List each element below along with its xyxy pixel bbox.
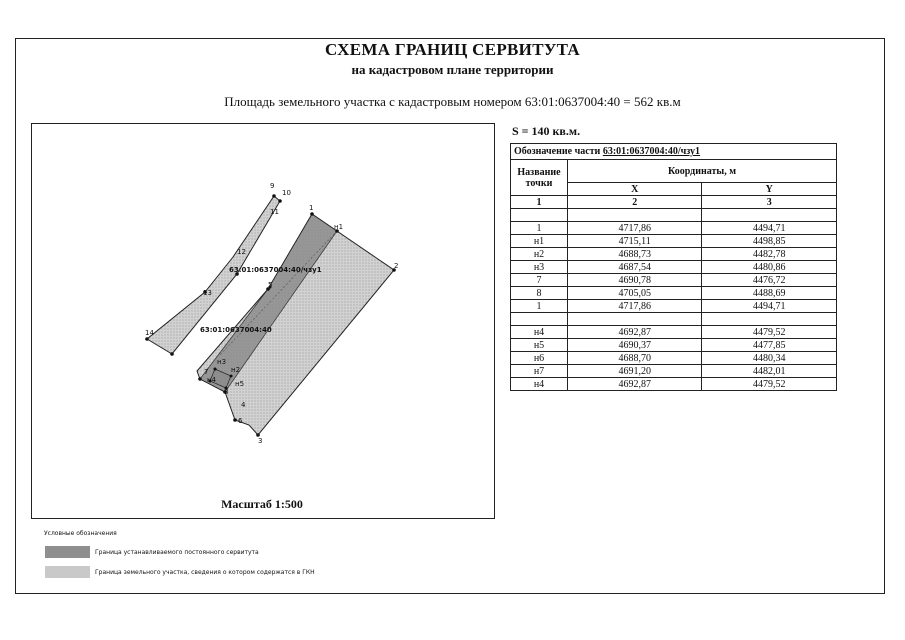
legend-label-servitude: Граница устанавливаемого постоянного сервитута [95,549,259,556]
cell-name: н7 [511,365,568,378]
table-row [511,352,837,365]
cell-x: 4690,78 [568,274,702,287]
header-x: X [568,183,702,196]
cell-y: 4480,34 [702,352,837,365]
cell-name: 1 [511,300,568,313]
label-point-2: 2 [394,262,399,270]
cell-name: н6 [511,352,568,365]
label-point-12: 12 [237,248,246,256]
cell-name: 1 [511,222,568,235]
table-body-contour-1 [511,209,837,313]
table-row [511,274,837,287]
cell-name: н1 [511,235,568,248]
label-point-8: 8 [224,388,229,396]
cell-y: 4498,85 [702,235,837,248]
cell-x: 4692,87 [568,326,702,339]
cell-x: 4705,05 [568,287,702,300]
label-point-5: 5 [268,281,273,289]
label-point-n3: н3 [217,358,227,366]
table-row [511,339,837,352]
page-title: СХЕМА ГРАНИЦ СЕРВИТУТА [325,40,580,59]
table-row [511,248,837,261]
area-statement: Площадь земельного участка с кадастровым номером 63:01:0637004:40 = 562 кв.м [224,94,681,109]
table-body-contour-2 [511,313,837,391]
label-point-1: 1 [309,204,314,212]
cell-x: 4692,87 [568,378,702,391]
spacer-cell [568,313,702,326]
header-point-name: Название точки [511,160,568,196]
label-point-10: 10 [282,189,291,197]
spacer-cell [702,209,837,222]
cell-x: 4688,73 [568,248,702,261]
table-spacer-row [511,313,837,326]
coordinates-table [510,143,837,391]
servitude-area: S = 140 кв.м. [512,124,581,138]
label-point-9: 9 [270,182,275,190]
table-row [511,287,837,300]
cell-name: н2 [511,248,568,261]
table-row [511,261,837,274]
cell-x: 4717,86 [568,300,702,313]
cell-x: 4717,86 [568,222,702,235]
table-row [511,235,837,248]
label-point-7: 7 [204,368,209,376]
header-y: Y [702,183,837,196]
label-point-3: 3 [258,437,263,445]
designation-prefix: Обозначение части [514,146,601,157]
legend-label-parcel: Граница земельного участка, сведения о котором содержатся в ГКН [95,569,315,576]
table-row [511,300,837,313]
label-point-n4: н4 [207,376,217,384]
label-point-n2: н2 [231,366,241,374]
table-row [511,378,837,391]
cell-x: 4691,20 [568,365,702,378]
cell-name: 7 [511,274,568,287]
page-subtitle: на кадастровом плане территории [351,62,554,77]
header-num-2: 2 [568,196,702,209]
table-row [511,365,837,378]
cell-x: 4687,54 [568,261,702,274]
cadastral-map [31,123,495,519]
label-point-n5: н5 [235,380,245,388]
legend-title: Условные обозначения [44,530,117,537]
spacer-cell [702,313,837,326]
cell-name: н4 [511,326,568,339]
spacer-cell [568,209,702,222]
spacer-cell [511,313,568,326]
table-spacer-row [511,209,837,222]
legend-swatch-parcel [45,566,90,578]
cell-y: 4479,52 [702,326,837,339]
cell-y: 4488,69 [702,287,837,300]
cell-y: 4482,01 [702,365,837,378]
label-point-11: 11 [270,208,279,216]
cell-y: 4480,86 [702,261,837,274]
table-row [511,222,837,235]
legend-swatch-servitude [45,546,90,558]
cell-x: 4690,37 [568,339,702,352]
cell-y: 4479,52 [702,378,837,391]
header-num-1: 1 [511,196,568,209]
label-point-n1: н1 [334,223,344,231]
header-coordinates: Координаты, м [568,160,837,183]
cell-name: н4 [511,378,568,391]
label-point-4: 4 [241,401,246,409]
scale-label: Масштаб 1:500 [221,497,303,511]
header-num-3: 3 [702,196,837,209]
cell-x: 4715,11 [568,235,702,248]
servitude-label: 63:01:0637004:40/чзу1 [229,266,322,274]
cell-y: 4494,71 [702,300,837,313]
designation-cell [511,144,837,160]
spacer-cell [511,209,568,222]
cell-y: 4482,78 [702,248,837,261]
table-row [511,326,837,339]
designation-value: 63:01:0637004:40/чзу1 [602,146,701,157]
cell-y: 4476,72 [702,274,837,287]
label-point-13: 13 [203,289,212,297]
cell-name: н3 [511,261,568,274]
map-drawing [32,124,494,518]
cell-name: н5 [511,339,568,352]
label-point-6: 6 [238,417,243,425]
cell-y: 4494,71 [702,222,837,235]
cell-y: 4477,85 [702,339,837,352]
cell-x: 4688,70 [568,352,702,365]
parcel-label: 63:01:0637004:40 [200,326,272,334]
cell-name: 8 [511,287,568,300]
label-point-14: 14 [145,329,154,337]
